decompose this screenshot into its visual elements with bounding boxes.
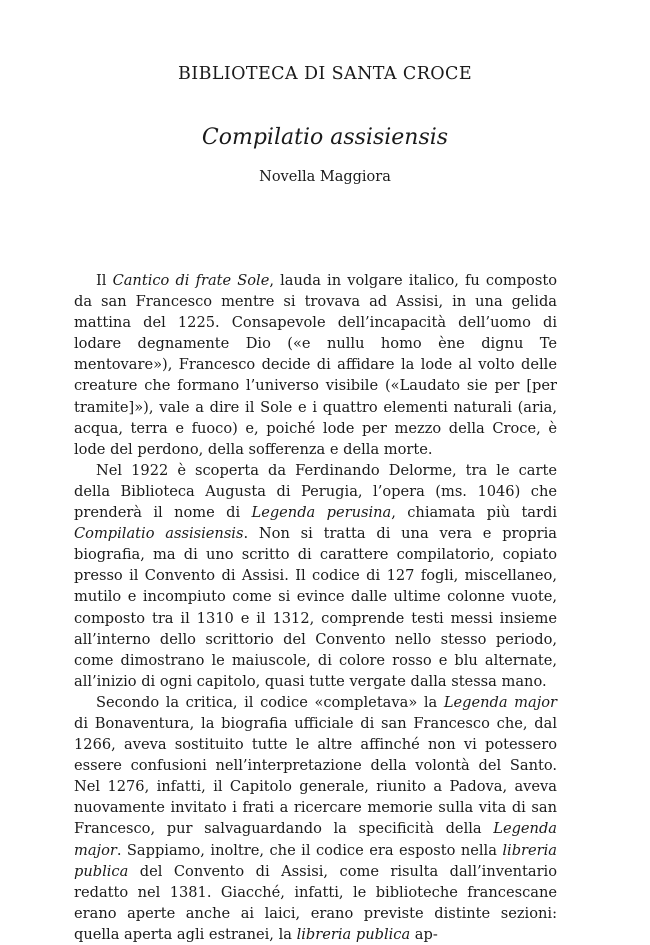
italic-run: Cantico di frate Sole (112, 272, 270, 289)
text-run: Secondo la critica, il codice «completava» la (96, 693, 444, 711)
italic-run: Legenda perusina (251, 504, 392, 522)
author-name: Novella Maggiora (259, 169, 391, 185)
paragraph (74, 270, 557, 460)
text-run: , lauda in volgare italico, fu composto da san Francesco mentre si trovava ad Assisi, in una gelida mattina del 1225. Consapevole dell’incapacità dell’uomo di lodare degnamente Dio («e nullu homo ène dignu Te mentovare»), Francesco decide di affidare la lode al volto delle creature che formano l’universo visibile («Laudato sie per [per tramite]»), vale a dire il Sole e i quattro elementi naturali (aria, acqua, terra e fuoco) e, poiché lode per mezzo della Croce, è lode del perdono, della sofferenza e della morte. (74, 272, 557, 458)
body-text (74, 270, 557, 945)
italic-run: libreria publica (296, 925, 411, 943)
paragraph (74, 692, 557, 945)
text-run: del Convento di Assisi, come risulta dall’inventario redatto nel 1381. Giacché, infatti, le biblioteche francescane erano aperte anche ai laici, erano previste distinte sezioni: quella aperta agli estranei, la (74, 862, 557, 943)
running-head: BIBLIOTECA DI SANTA CROCE (178, 64, 472, 84)
text-run: di Bonaventura, la biografia ufficiale di san Francesco che, dal 1266, aveva sostituito tutte le altre affinché non vi potessero essere confusioni nell’interpretazione della volontà del Santo. Nel 1276, infatti, il Capitolo generale, riunito a Padova, aveva nuovamente invitato i frati a ricercare memorie sulla vita di san Francesco, pur salvaguardando la specificità della (74, 714, 557, 838)
text-run: . Non si tratta di una vera e propria biografia, ma di uno scritto di carattere compilatorio, copiato presso il Convento di Assisi. Il codice di 127 fogli, miscellaneo, mutilo e incompiuto come si evince dalle ultime colonne vuote, composto tra il 1310 e il 1312, comprende testi messi insieme all’interno dello scrittorio del Convento nello stesso periodo, come dimostrano le maiuscole, di colore rosso e blu alternate, all’inizio di ogni capitolo, quasi tutte vergate dalla stessa mano. (74, 525, 558, 690)
italic-run: Legenda major (74, 820, 557, 859)
text-run: . Sappiamo, inoltre, che il codice era esposto nella (116, 841, 503, 859)
text-run: Il (96, 272, 113, 289)
italic-run: libreria publica (74, 841, 557, 880)
italic-run: Compilatio assisiensis (74, 525, 244, 543)
text-run: Nel 1922 è scoperta da Ferdinando Delorme, tra le carte della Biblioteca Augusta di Perugia, l’opera (ms. 1046) che prenderà il nome di (74, 461, 557, 522)
paragraph (74, 460, 557, 692)
chapter-title: Compilatio assisiensis (201, 125, 449, 150)
text-run: , chiamata più tardi (391, 504, 557, 522)
text-run: ap- (410, 925, 438, 943)
italic-run: Legenda major (443, 693, 557, 711)
